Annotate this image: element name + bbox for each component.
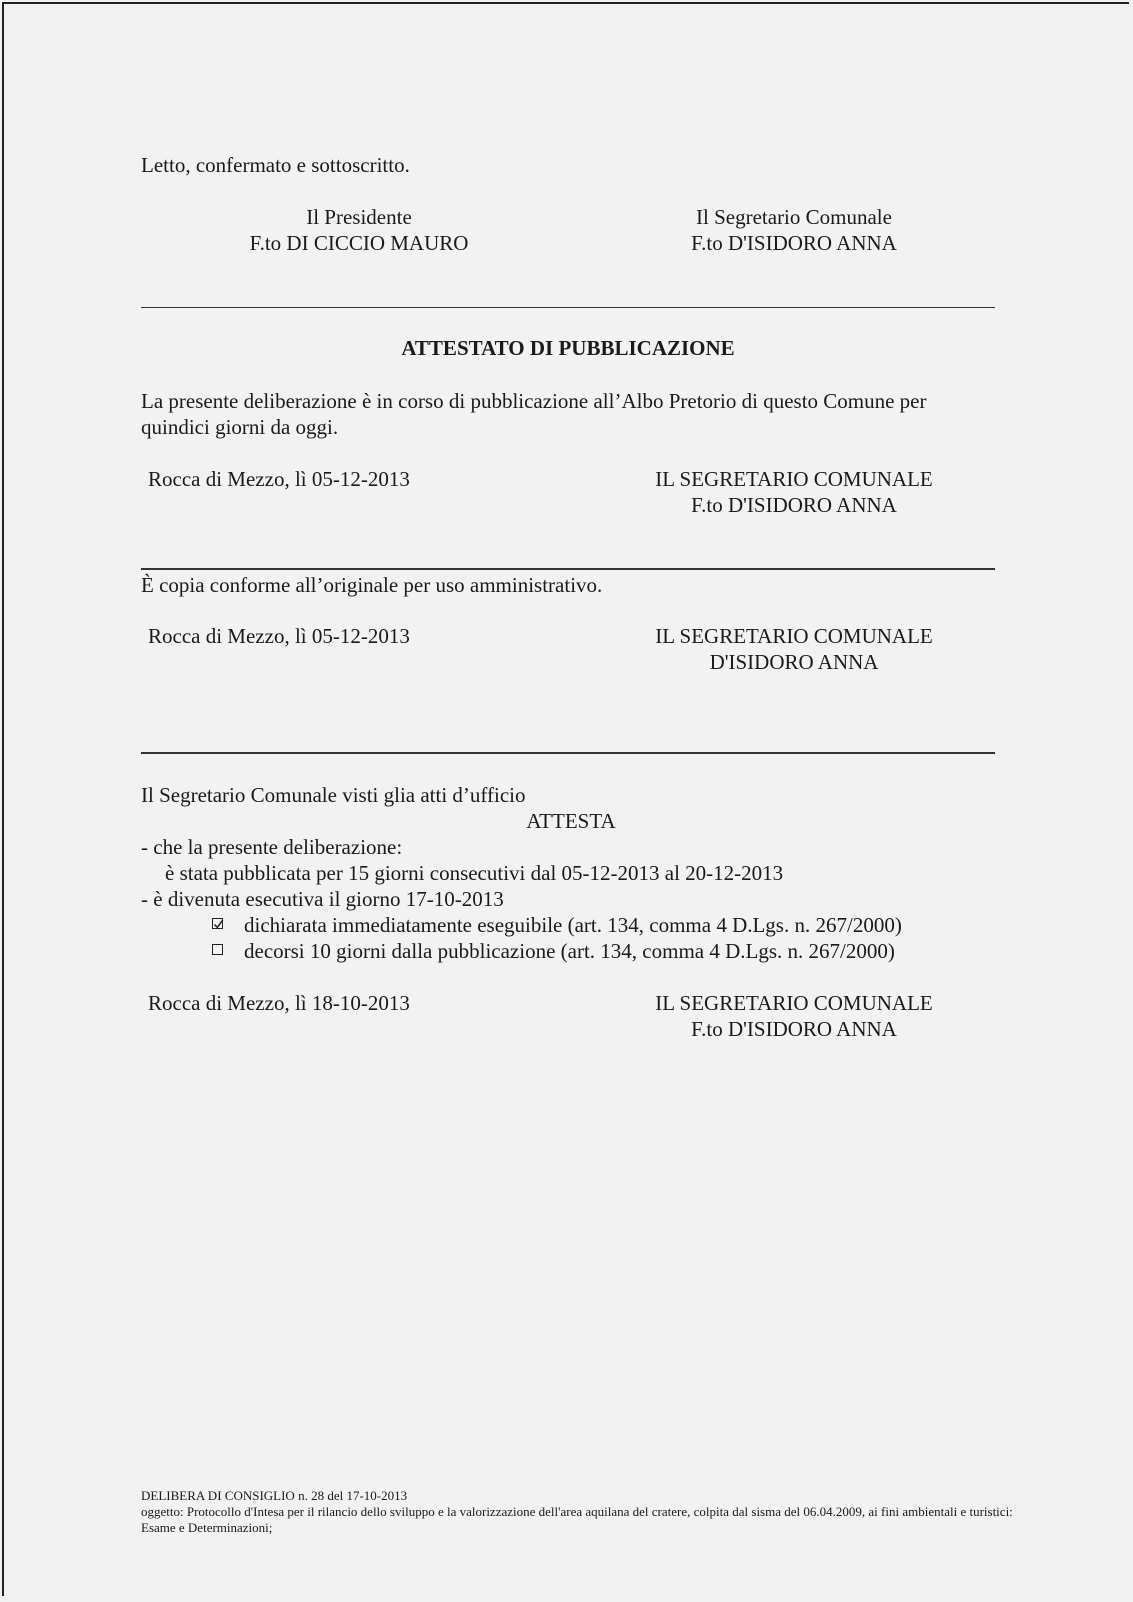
president-title: Il Presidente — [306, 205, 412, 229]
publication-signer-name: F.to D'ISIDORO ANNA — [691, 493, 897, 517]
divider-2 — [141, 568, 995, 570]
secretary-name: F.to D'ISIDORO ANNA — [691, 231, 897, 255]
divider-1 — [141, 307, 995, 308]
option-immediate-label: dichiarata immediatamente eseguibile (art. 134, comma 4 D.Lgs. n. 267/2000) — [244, 913, 902, 937]
unchecked-box-icon — [212, 944, 223, 955]
attestation-intro: Il Segretario Comunale visti glia atti d’ufficio — [141, 783, 526, 807]
copy-signer-title: IL SEGRETARIO COMUNALE — [655, 624, 933, 648]
intro-text: Letto, confermato e sottoscritto. — [141, 153, 410, 177]
attestation-heading: ATTESTA — [526, 809, 616, 833]
attestation-line1: - che la presente deliberazione: — [141, 835, 403, 859]
option-after-10-days-label: decorsi 10 giorni dalla pubblicazione (art. 134, comma 4 D.Lgs. n. 267/2000) — [244, 939, 895, 963]
publication-place-date: Rocca di Mezzo, lì 05-12-2013 — [148, 467, 410, 491]
footer-reference: DELIBERA DI CONSIGLIO n. 28 del 17-10-2013 — [141, 1488, 408, 1503]
document-page — [2, 2, 1129, 1596]
divider-3 — [141, 752, 995, 754]
attestation-line2: è stata pubblicata per 15 giorni consecutivi dal 05-12-2013 al 20-12-2013 — [165, 861, 784, 885]
footer-subject: oggetto: Protocollo d'Intesa per il rilancio dello sviluppo e la valorizzazione dell'area aquilana del cratere, colpita dal sisma del 06.04.2009, ai fini ambientali e turistici: Esame e Determinazioni; — [141, 1504, 1013, 1535]
copy-place-date: Rocca di Mezzo, lì 05-12-2013 — [148, 624, 410, 648]
attestation-signer-name: F.to D'ISIDORO ANNA — [691, 1017, 897, 1041]
copy-signer-name: D'ISIDORO ANNA — [709, 650, 879, 674]
checked-box-icon — [212, 918, 223, 929]
publication-heading: ATTESTATO DI PUBBLICAZIONE — [401, 336, 735, 360]
attestation-place-date: Rocca di Mezzo, lì 18-10-2013 — [148, 991, 410, 1015]
attestation-signer-title: IL SEGRETARIO COMUNALE — [655, 991, 933, 1015]
attestation-line3: - è divenuta esecutiva il giorno 17-10-2013 — [141, 887, 504, 911]
copy-text: È copia conforme all’originale per uso amministrativo. — [141, 573, 603, 597]
publication-text-line1: La presente deliberazione è in corso di pubblicazione all’Albo Pretorio di questo Comune per — [141, 389, 927, 413]
publication-text-line2: quindici giorni da oggi. — [141, 415, 339, 439]
president-name: F.to DI CICCIO MAURO — [249, 231, 469, 255]
publication-signer-title: IL SEGRETARIO COMUNALE — [655, 467, 933, 491]
secretary-title: Il Segretario Comunale — [696, 205, 892, 229]
